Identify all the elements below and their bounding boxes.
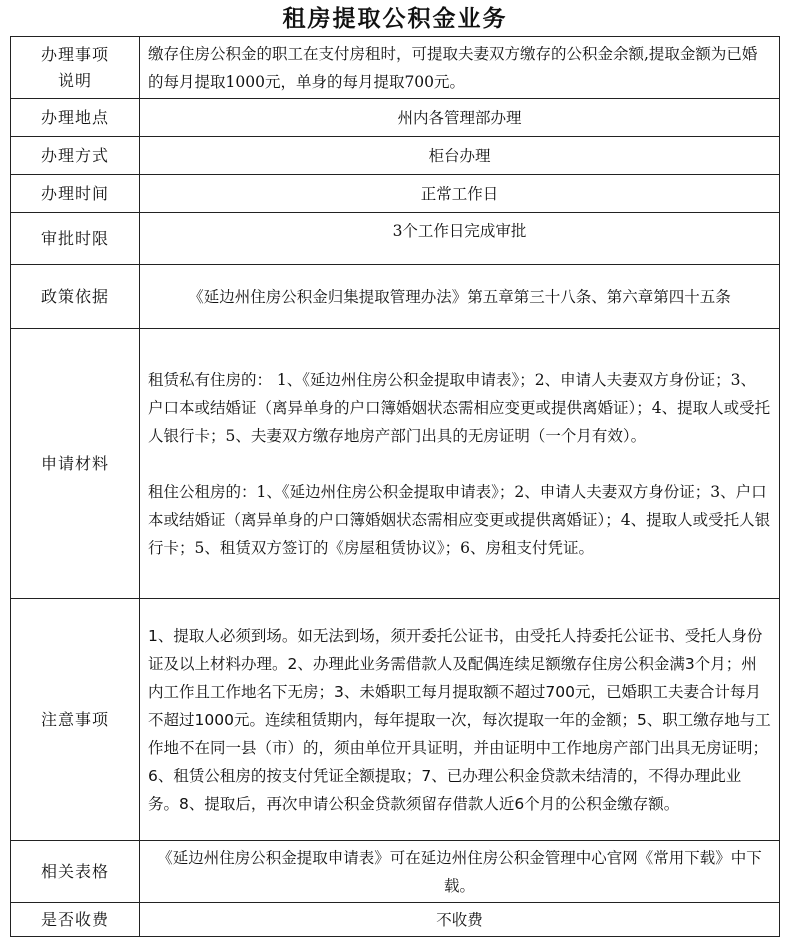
row-method [11,137,780,175]
value-hours: 正常工作日 [140,175,780,213]
label-description-line1: 办理事项 [40,44,109,64]
label-description-line2: 说明 [57,70,92,90]
value-approval: 3个工作日完成审批 [140,213,780,265]
row-description [11,37,780,99]
materials-public-rental: 租住公租房的：1、《延边州住房公积金提取申请表》；2、申请人夫妻双方身份证；3、户口本或结婚证（离异单身的户口簿婚姻状态需相应变更或提供离婚证）；4、提取人或受托人银行卡；5、租赁双方签订的《房屋租赁协议》；6、房租支付凭证。 [148,482,771,557]
value-policy: 《延边州住房公积金归集提取管理办法》第五章第三十八条、第六章第四十五条 [140,265,780,329]
row-policy [11,265,780,329]
label-method: 办理方式 [11,137,140,175]
label-description [11,37,140,99]
value-description: 缴存住房公积金的职工在支付房租时，可提取夫妻双方缴存的公积金余额,提取金额为已婚的每月提取1000元，单身的每月提取700元。 [140,37,780,99]
materials-spacer [148,450,771,478]
label-materials: 申请材料 [11,329,140,599]
value-notes: 1、提取人必须到场。如无法到场，须开委托公证书，由受托人持委托公证书、受托人身份证及以上材料办理。2、办理此业务需借款人及配偶连续足额缴存住房公积金满3个月；州内工作且工作地名下无房；3、未婚职工每月提取额不超过700元，已婚职工夫妻合计每月不超过1000元。连续租赁期内，每年提取一次，每次提取一年的金额；5、职工缴存地与工作地不在同一县（市）的，须由单位开具证明，并由证明中工作地房产部门出具无房证明；6、租赁公租房的按支付凭证全额提取；7、已办理公积金贷款未结清的，不得办理此业务。8、提取后，再次申请公积金贷款须留存借款人近6个月的公积金缴存额。 [140,599,780,841]
row-location [11,99,780,137]
page-title: 租房提取公积金业务 [282,5,508,32]
value-forms: 《延边州住房公积金提取申请表》可在延边州住房公积金管理中心官网《常用下载》中下载。 [140,841,780,903]
business-info-table [10,36,780,937]
label-policy: 政策依据 [11,265,140,329]
row-notes [11,599,780,841]
row-materials [11,329,780,599]
row-approval [11,213,780,265]
value-materials [140,329,780,599]
value-method: 柜台办理 [140,137,780,175]
label-fee: 是否收费 [11,903,140,937]
label-forms: 相关表格 [11,841,140,903]
value-location: 州内各管理部办理 [140,99,780,137]
label-notes: 注意事项 [11,599,140,841]
materials-private-rental: 租赁私有住房的： 1、《延边州住房公积金提取申请表》；2、申请人夫妻双方身份证；3、户口本或结婚证（离异单身的户口簿婚姻状态需相应变更或提供离婚证）；4、提取人或受托人银行卡；5、夫妻双方缴存地房产部门出具的无房证明（一个月有效）。 [148,370,771,445]
label-approval: 审批时限 [11,213,140,265]
row-hours [11,175,780,213]
row-fee [11,903,780,937]
row-forms [11,841,780,903]
label-location: 办理地点 [11,99,140,137]
value-fee: 不收费 [140,903,780,937]
label-hours: 办理时间 [11,175,140,213]
